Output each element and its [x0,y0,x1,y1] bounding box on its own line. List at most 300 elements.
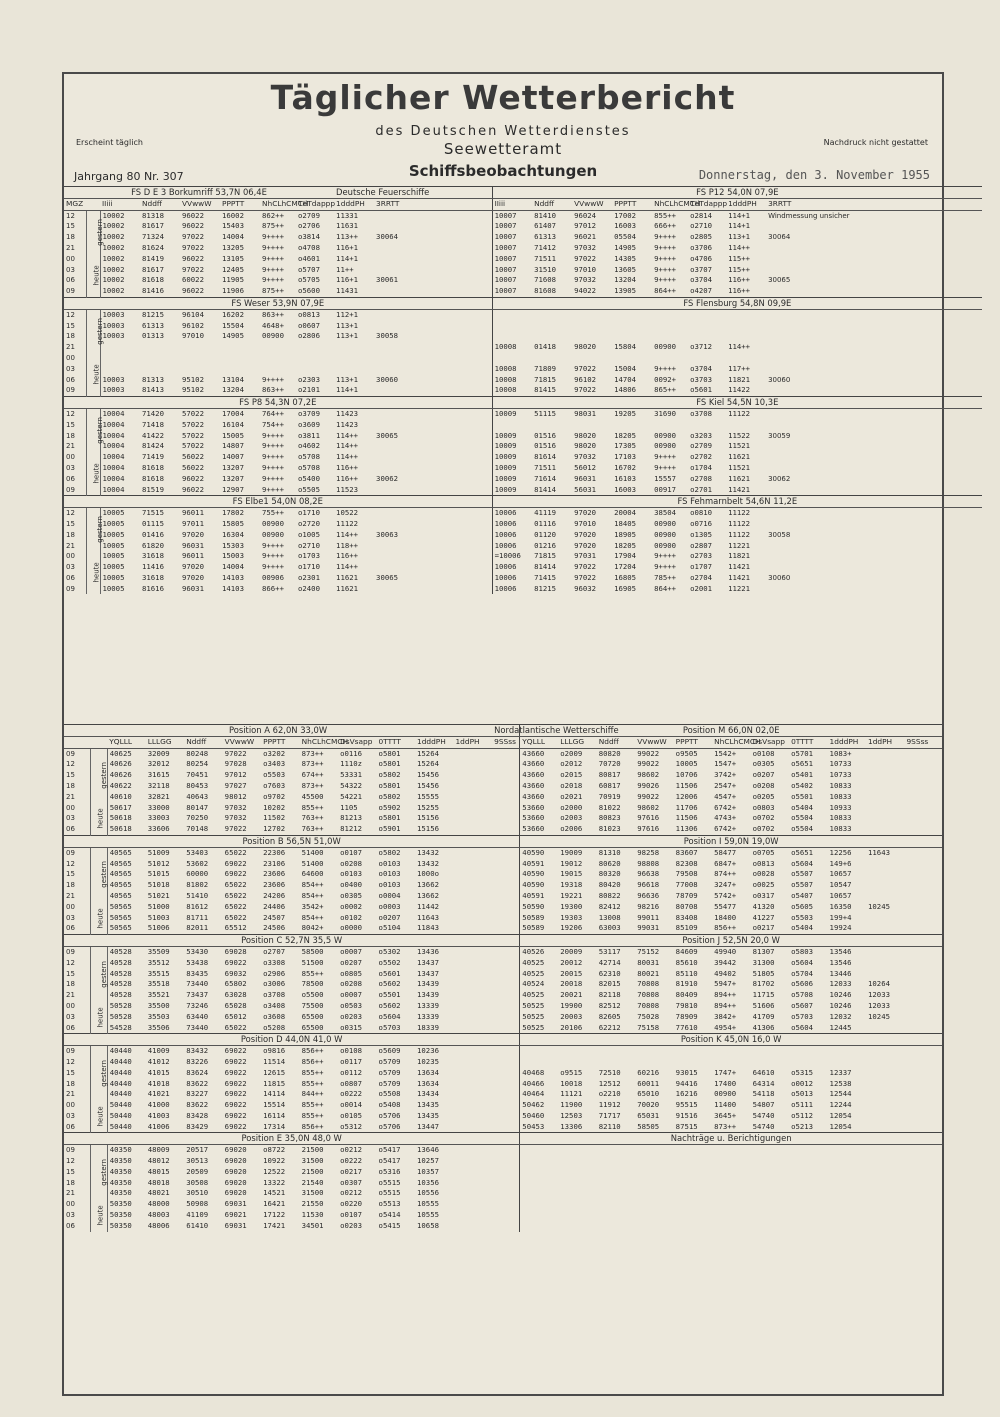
table-row [64,485,982,496]
hour-label: 09 [66,386,75,395]
day-label-heute [90,803,107,836]
cell: o5404 [791,802,814,812]
cell: 11621 [336,572,359,582]
cell: 31510 [534,264,557,274]
cell [374,408,492,419]
cell: o5500 [301,990,324,1000]
cell: 81618 [142,275,164,285]
cell: o5501 [378,990,401,1000]
cell: 17400 [714,1078,737,1088]
cell: 40464 [520,1089,558,1100]
cell: 10007 [492,275,532,286]
cell: 40524 [520,979,558,990]
cell [492,958,520,969]
col-header: 9SSss [904,736,942,748]
cell: o0222 [340,1089,363,1099]
cell: 96021 [574,232,597,242]
cell: 43660 [520,748,558,759]
hour-label: 15 [66,1068,75,1077]
cell: 99031 [637,923,660,933]
cell: 81212 [340,824,363,834]
cell: o7603 [263,780,286,790]
col-header: NhCLhCMCH [712,736,750,748]
hour-label: 06 [66,375,75,384]
cell: 14305 [614,253,637,263]
cell: 39442 [714,957,737,967]
cell: 61313 [142,320,164,330]
cell: 11706 [675,802,698,812]
cell: 71415 [534,572,557,582]
cell: o5801 [378,759,401,769]
cell: 41018 [147,1078,170,1088]
cell: 11421 [728,572,751,582]
cell [453,979,492,990]
cell [674,1057,712,1068]
cell: o4706 [690,253,713,263]
hour-label: 21 [66,442,75,451]
cell: o5803 [791,946,814,956]
cell: o2101 [298,385,320,395]
cell [374,254,492,265]
table-row [64,880,942,891]
cell [572,321,612,332]
cell [374,463,492,474]
cell: 13446 [829,968,852,978]
cell [766,286,982,297]
cell: 873++ [301,780,324,790]
corrections-area [520,1178,942,1189]
cell: 30063 [376,529,399,539]
table-row [64,232,982,243]
cell: o4602 [298,441,320,451]
cell: o0212 [340,1145,363,1155]
cell: 95102 [182,374,204,384]
heute-text: heute [92,265,101,286]
cell: 10246 [829,990,852,1000]
cell: 10002 [102,242,125,252]
cell: o0307 [340,1177,363,1187]
cell: 41109 [186,1210,209,1220]
cell [453,1111,492,1122]
cell [532,353,572,364]
col-header: 3RRTT [766,198,982,210]
cell: o2703 [690,551,713,561]
cell: 199+4 [829,912,852,922]
col-header: TdTdappp [296,198,334,210]
fs-column-header-row [64,198,982,210]
cell [612,420,652,431]
ws-left-title: Position E 35,0N 48,0 W [64,1133,520,1145]
cell: o5515 [378,1188,401,1198]
cell: 60022 [182,275,204,285]
cell: o9515 [560,1067,583,1077]
cell: 97020 [182,572,204,582]
cell: o9505 [675,748,698,758]
cell: 71815 [534,374,557,384]
cell: 11900 [560,1100,583,1110]
cell: 13546 [829,957,852,967]
cell: 855++ [301,802,324,812]
cell: 873++ [301,748,324,758]
cell: 12512 [598,1078,621,1088]
cell [492,923,520,934]
cell: 10006 [492,508,532,519]
cell: 81023 [598,824,621,834]
cell: 11421 [728,562,751,572]
cell: 50565 [109,912,132,922]
cell: 55477 [714,901,737,911]
cell: o5312 [340,1121,363,1131]
cell [904,1111,942,1122]
cell: 96031 [182,540,204,550]
cell [766,342,982,353]
cell: 83622 [186,1078,209,1088]
cell: 114+1 [336,385,359,395]
col-header: YQLLL [520,736,558,748]
cell: 10004 [102,441,125,451]
cell: 12033 [868,990,890,1000]
cell: 15156 [417,813,439,823]
hour-label: 12 [66,859,75,868]
cell [492,1001,520,1012]
ws-heading-row [64,725,942,737]
cell: 61313 [534,232,557,242]
cell: 13546 [829,946,852,956]
cell: 20012 [560,957,583,967]
cell [492,990,520,1001]
table-row [64,321,982,332]
cell: 763++ [301,813,324,823]
gestern-text: gestern [99,960,108,988]
ws-right-title: Position M 66,0N 02,0E [520,725,942,737]
cell: 81702 [752,979,775,989]
cell: 30508 [186,1177,209,1187]
cell: 10357 [417,1166,439,1176]
gestern-text: gestern [99,1059,108,1087]
cell: 51021 [147,890,170,900]
day-label-heute [90,1100,107,1133]
cell: o5651 [791,759,814,769]
table-row [64,210,982,221]
cell: 97020 [574,508,597,518]
cell: 10733 [829,770,852,780]
table-row [64,1023,942,1034]
table-row [64,759,942,770]
cell [597,1057,635,1068]
cell: 97012 [574,221,597,231]
cell [492,420,532,431]
cell: 81415 [534,385,557,395]
cell [374,309,492,320]
cell: 80248 [186,748,209,758]
cell: 10006 [492,584,532,595]
cell: 24206 [263,890,286,900]
cell: 61407 [534,221,557,231]
table-row [64,1210,942,1221]
cell [453,1167,492,1178]
cell: 40625 [109,748,132,758]
cell: 12244 [829,1100,852,1110]
cell [688,331,726,342]
cell: 70148 [186,824,209,834]
cell [374,321,492,332]
cell: 65010 [637,1089,660,1099]
cell: 11122 [728,408,751,418]
cell: o9816 [263,1046,286,1056]
cell [766,452,982,463]
cell: 17904 [614,551,637,561]
cell: 12256 [829,847,852,857]
cell: 856++ [714,923,737,933]
cell: 10007 [492,286,532,297]
cell [453,891,492,902]
col-header: LLLGG [146,736,184,748]
corrections-area [520,1145,942,1156]
cell: 10004 [102,419,125,429]
cell: 57022 [182,419,204,429]
cell: 43660 [520,781,558,792]
cell: 97010 [574,264,597,274]
cell: o5602 [378,979,401,989]
cell [612,309,652,320]
cell [572,420,612,431]
cell: 20009 [560,946,583,956]
cell: 11821 [728,551,751,561]
cell: 97032 [224,802,247,812]
cell [492,1057,520,1068]
cell: 50589 [520,913,558,924]
cell: 81617 [142,264,164,274]
cell: o2709 [298,210,320,220]
cell: 01418 [534,342,557,352]
cell: o2720 [298,518,320,528]
cell: 81608 [534,286,557,296]
cell: 83624 [186,1067,209,1077]
cell [374,210,492,221]
cell: 53117 [598,946,621,956]
cell: 13605 [614,264,637,274]
cell: 16114 [263,1110,286,1120]
hour-label: 12 [66,409,75,418]
cell: 10007 [492,232,532,243]
cell [751,1057,789,1068]
cell: 20015 [560,968,583,978]
cell: 11221 [728,583,751,593]
cell: 10002 [102,275,125,285]
cell: 11423 [336,408,359,418]
cell: 71511 [534,253,557,263]
cell: 19015 [560,869,583,879]
day-label-heute [90,1001,107,1034]
hour-label: 12 [66,958,75,967]
cell: 20018 [560,979,583,989]
hour-label: 06 [66,924,75,933]
cell: 11416 [142,562,164,572]
cell: o5605 [791,901,814,911]
cell: o5316 [378,1166,401,1176]
cell: 19012 [560,858,583,868]
ws-right-title: Position I 59,0N 19,0W [520,835,942,847]
cell [453,813,492,824]
cell: 17802 [222,508,244,518]
cell [674,1046,712,1057]
hour-label: 18 [66,980,75,989]
cell: 10246 [829,1000,852,1010]
cell: 40440 [109,1046,132,1056]
cell: o0014 [340,1100,363,1110]
cell: 15004 [614,363,637,373]
cell: 16202 [222,309,244,319]
cell: 97010 [574,518,597,528]
cell: o5602 [378,1000,401,1010]
cell: 9++++ [654,275,677,285]
cell: 854++ [301,890,324,900]
cell: o0305 [340,890,363,900]
cell: 16002 [222,210,244,220]
cell [558,1046,596,1057]
cell: o3608 [263,1011,286,1021]
cell [492,979,520,990]
cell [688,353,726,364]
cell: o3609 [298,419,320,429]
col-header: 1ddPH [866,736,904,748]
cell: 00900 [654,342,677,352]
cell: o2806 [298,331,320,341]
cell: 83607 [675,847,698,857]
cell: 11715 [752,990,775,1000]
cell [904,913,942,924]
cell: 70808 [637,979,660,989]
cell [866,1079,904,1090]
cell [492,891,520,902]
cell: 41709 [752,1011,775,1021]
reprint-notice: Nachdruck nicht gestattet [823,138,928,147]
table-row [64,990,942,1001]
table-row [64,1068,942,1079]
cell [866,969,904,980]
cell: 96031 [182,583,204,593]
day-label-gestern [90,847,107,901]
cell: 43660 [520,792,558,803]
cell: 96636 [637,890,660,900]
cell: 41009 [147,1046,170,1056]
table-row [64,431,982,442]
cell [492,1023,520,1034]
table-row [64,969,942,980]
cell: 50528 [109,1000,132,1010]
cell: 16702 [614,462,637,472]
cell: 12544 [829,1089,852,1099]
cell: 23106 [263,858,286,868]
table-row [64,813,942,824]
cell: 40526 [520,946,558,957]
cell [558,1057,596,1068]
cell [766,463,982,474]
cell: 65022 [224,890,247,900]
cell: 31500 [301,1188,324,1198]
table-row [64,551,982,562]
cell: 10005 [102,518,125,528]
cell [789,1046,827,1057]
cell: 755++ [262,508,284,518]
cell [766,321,982,332]
cell: 60216 [637,1067,660,1077]
cell: o5503 [263,770,286,780]
cell [904,792,942,803]
cell [766,584,982,595]
table-row [64,221,982,232]
cell: 69022 [224,1100,247,1110]
cell: 40591 [520,891,558,902]
hour-label: 03 [66,463,75,472]
cell: 16350 [829,901,852,911]
cell [492,353,532,364]
cell [766,353,982,364]
cell: 01216 [534,540,557,550]
cell [453,913,492,924]
cell: 96638 [637,869,660,879]
hour-label: 03 [66,1012,75,1021]
cell: o5504 [791,813,814,823]
cell: 20517 [186,1145,209,1155]
cell: 69021 [224,1210,247,1220]
cell [635,1046,673,1057]
cell: 98020 [574,430,597,440]
cell [492,1156,520,1167]
cell: 10009 [492,474,532,485]
cell: 13204 [222,385,244,395]
cell: 149+6 [829,858,852,868]
cell [766,441,982,452]
office-name: Seewetteramt [443,140,563,158]
cell: 23606 [263,880,286,890]
cell: 14521 [263,1188,286,1198]
cell: 61820 [142,540,164,550]
heute-text: heute [92,562,101,583]
cell [652,321,688,332]
cell: o1703 [298,551,320,561]
cell [374,508,492,519]
cell: 30062 [376,473,399,483]
cell: 51400 [301,858,324,868]
hour-label: 15 [66,969,75,978]
cell: o0002 [340,901,363,911]
cell: 23606 [263,869,286,879]
cell: 75028 [637,1011,660,1021]
cell [492,1178,520,1189]
cell: 71418 [142,419,164,429]
hour-label: 09 [66,1146,75,1155]
cell: 10833 [829,813,852,823]
cell: 19924 [829,923,852,933]
fs-heading-row [64,187,982,199]
cell: 11906 [222,286,244,296]
cell: 80708 [675,901,698,911]
hour-label: 00 [66,902,75,911]
cell: 69022 [224,1067,247,1077]
col-header: 1dddPH [726,198,766,210]
cell: 98012 [224,791,247,801]
cell: 93015 [675,1067,698,1077]
cell: o2009 [560,748,583,758]
cell [866,1100,904,1111]
cell: 8042+ [301,923,324,933]
cell: 10356 [417,1177,439,1187]
cell: o5802 [378,770,401,780]
cell: 80420 [598,880,621,890]
hour-label: 18 [66,332,75,341]
cell: 11530 [301,1210,324,1220]
